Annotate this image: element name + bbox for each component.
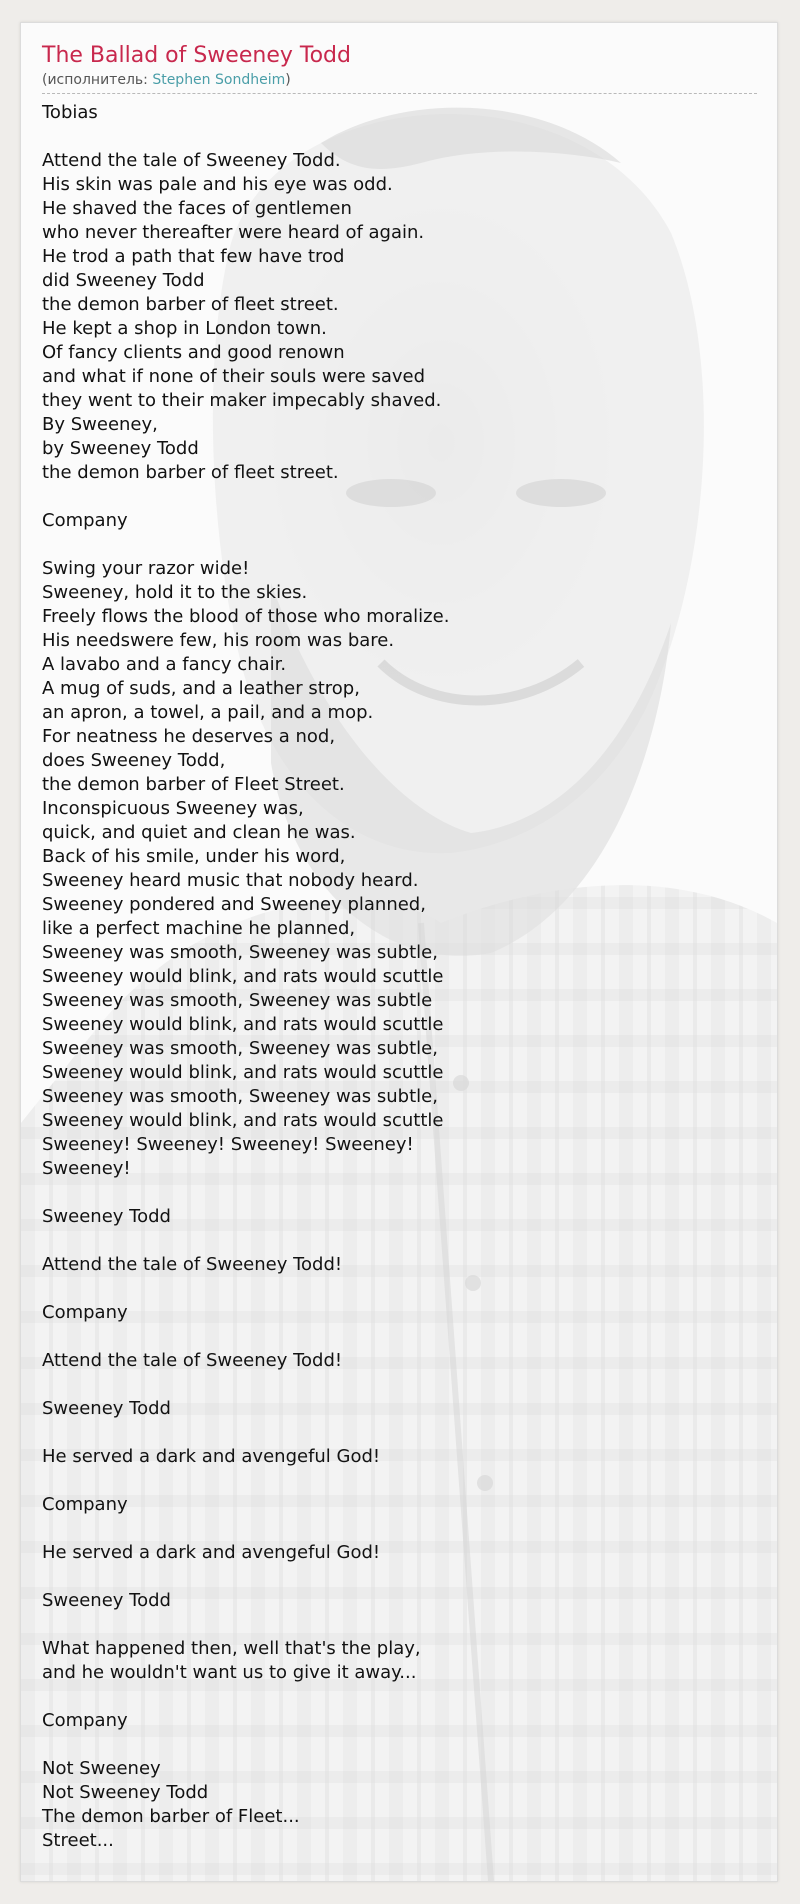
lyric-line: like a perfect machine he planned, (42, 918, 356, 939)
lyric-blank-line (42, 125, 757, 149)
lyric-line: Sweeney Todd (42, 1206, 171, 1227)
lyric-line: Company (42, 1494, 128, 1515)
lyric-line: Sweeney heard music that nobody heard. (42, 870, 419, 891)
lyric-blank-line (42, 1685, 757, 1709)
lyric-blank-line (42, 1565, 757, 1589)
lyric-line: Sweeney pondered and Sweeney planned, (42, 894, 426, 915)
lyric-line: His needswere few, his room was bare. (42, 630, 395, 651)
lyric-line: and he wouldn't want us to give it away... (42, 1662, 417, 1683)
lyric-line: the demon barber of Fleet Street. (42, 774, 345, 795)
lyric-line: Attend the tale of Sweeney Todd. (42, 150, 341, 171)
lyric-line: For neatness he deserves a nod, (42, 726, 336, 747)
lyric-line: Sweeney was smooth, Sweeney was subtle, (42, 1086, 438, 1107)
lyric-line: and what if none of their souls were saved (42, 366, 426, 387)
lyric-line: Tobias (42, 102, 98, 123)
lyric-blank-line (42, 1181, 757, 1205)
lyric-line: Sweeney was smooth, Sweeney was subtle, (42, 942, 438, 963)
lyric-blank-line (42, 1517, 757, 1541)
lyric-line: by Sweeney Todd (42, 438, 199, 459)
lyric-line: Sweeney Todd (42, 1398, 171, 1419)
lyric-blank-line (42, 1421, 757, 1445)
lyric-line: Attend the tale of Sweeney Todd! (42, 1350, 343, 1371)
lyric-blank-line (42, 1229, 757, 1253)
lyric-blank-line (42, 1733, 757, 1757)
lyric-line: the demon barber of fleet street. (42, 462, 339, 483)
lyric-line: Company (42, 1710, 128, 1731)
lyrics-body (42, 101, 757, 1853)
lyric-line: He kept a shop in London town. (42, 318, 327, 339)
lyric-line: quick, and quiet and clean he was. (42, 822, 356, 843)
lyric-line: Company (42, 1302, 128, 1323)
lyric-line: His skin was pale and his eye was odd. (42, 174, 393, 195)
performer-link[interactable]: Stephen Sondheim (152, 72, 286, 88)
lyric-line: Sweeney! (42, 1158, 131, 1179)
lyric-line: A lavabo and a fancy chair. (42, 654, 287, 675)
lyric-line: Attend the tale of Sweeney Todd! (42, 1254, 343, 1275)
lyric-line: they went to their maker impecably shaved. (42, 390, 442, 411)
lyric-line: Swing your razor wide! (42, 558, 250, 579)
lyric-line: He shaved the faces of gentlemen (42, 198, 352, 219)
lyric-line: Sweeney was smooth, Sweeney was subtle, (42, 1038, 438, 1059)
lyric-line: He served a dark and avengeful God! (42, 1542, 381, 1563)
performer-suffix: ) (285, 72, 291, 88)
lyrics-content (21, 23, 777, 1853)
lyric-line: A mug of suds, and a leather strop, (42, 678, 360, 699)
lyric-line: He served a dark and avengeful God! (42, 1446, 381, 1467)
lyric-line: Sweeney would blink, and rats would scuttle (42, 1062, 444, 1083)
lyric-line: Sweeney was smooth, Sweeney was subtle (42, 990, 433, 1011)
lyric-line: Inconspicuous Sweeney was, (42, 798, 304, 819)
lyrics-card (20, 22, 778, 1882)
lyric-line: Sweeney, hold it to the skies. (42, 582, 308, 603)
lyric-line: Not Sweeney Todd (42, 1782, 209, 1803)
lyric-line: Street... (42, 1830, 114, 1851)
performer-prefix: (исполнитель: (42, 72, 153, 88)
performer-line (42, 71, 757, 94)
lyric-blank-line (42, 1373, 757, 1397)
lyric-line: Not Sweeney (42, 1758, 161, 1779)
lyric-blank-line (42, 1469, 757, 1493)
lyric-blank-line (42, 1325, 757, 1349)
lyric-line: does Sweeney Todd, (42, 750, 226, 771)
lyric-line: Sweeney would blink, and rats would scuttle (42, 1110, 444, 1131)
lyric-line: By Sweeney, (42, 414, 158, 435)
lyric-line: Company (42, 510, 128, 531)
lyric-line: an apron, a towel, a pail, and a mop. (42, 702, 374, 723)
lyric-line: Sweeney! Sweeney! Sweeney! Sweeney! (42, 1134, 414, 1155)
lyric-line: Of fancy clients and good renown (42, 342, 345, 363)
lyric-blank-line (42, 1613, 757, 1637)
lyric-blank-line (42, 1277, 757, 1301)
lyric-line: who never thereafter were heard of again. (42, 222, 425, 243)
lyric-line: The demon barber of Fleet... (42, 1806, 300, 1827)
lyric-line: He trod a path that few have trod (42, 246, 345, 267)
lyric-line: Sweeney would blink, and rats would scuttle (42, 966, 444, 987)
lyric-line: the demon barber of fleet street. (42, 294, 339, 315)
song-title: The Ballad of Sweeney Todd (42, 43, 351, 68)
lyric-line: Freely flows the blood of those who moralize. (42, 606, 450, 627)
lyric-line: Sweeney Todd (42, 1590, 171, 1611)
lyric-blank-line (42, 485, 757, 509)
lyric-line: Sweeney would blink, and rats would scuttle (42, 1014, 444, 1035)
lyric-line: did Sweeney Todd (42, 270, 205, 291)
lyric-blank-line (42, 533, 757, 557)
lyric-line: Back of his smile, under his word, (42, 846, 346, 867)
lyric-line: What happened then, well that's the play, (42, 1638, 421, 1659)
